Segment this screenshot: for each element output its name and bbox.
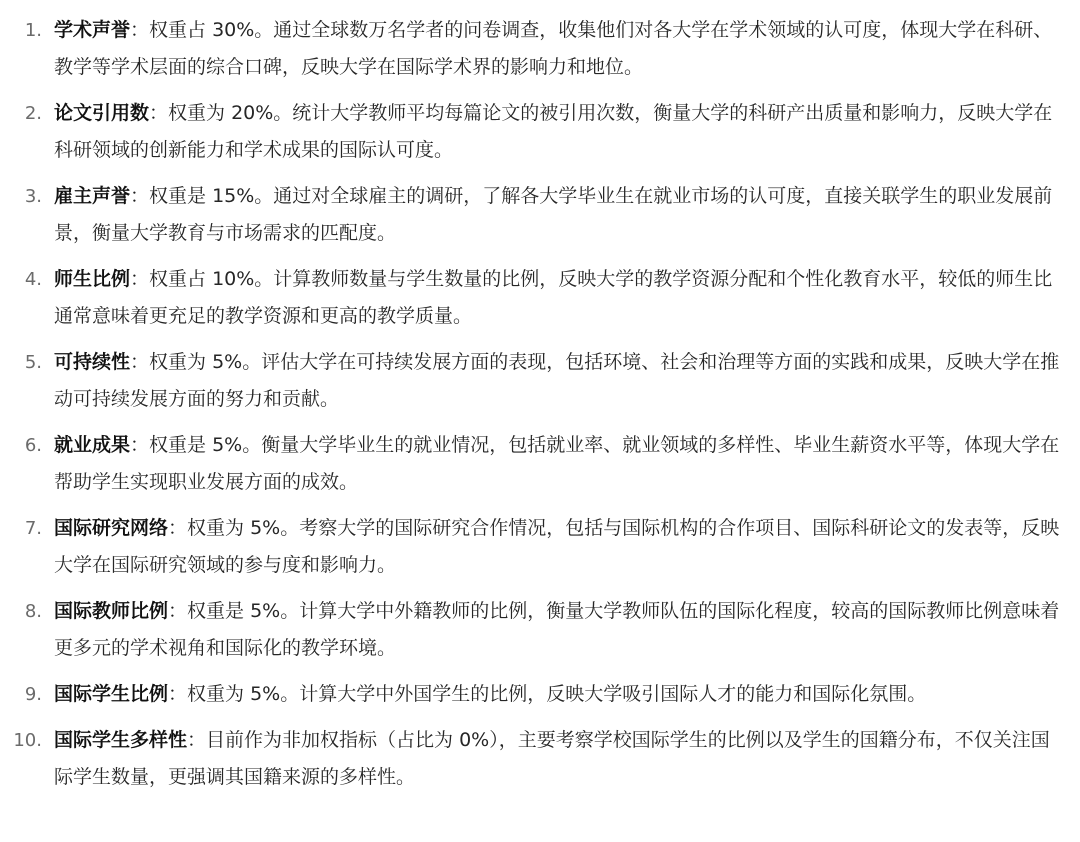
list-item	[0, 676, 1068, 713]
list-item	[0, 722, 1068, 796]
item-number: 1.	[24, 20, 42, 41]
criterion-term: 国际学生比例	[54, 683, 169, 705]
term-separator: ：	[168, 600, 188, 622]
item-number: 2.	[24, 103, 42, 124]
criterion-term: 学术声誉	[54, 19, 131, 41]
criterion-description: 权重是 15%。通过对全球雇主的调研，了解各大学毕业生在就业市场的认可度，直接关联学生的职业发展前景，衡量大学教育与市场需求的匹配度。	[54, 185, 1053, 244]
criterion-term: 师生比例	[54, 268, 131, 290]
item-number: 9.	[24, 684, 42, 705]
list-item	[0, 593, 1068, 667]
item-number: 7.	[24, 518, 42, 539]
term-separator: ：	[130, 351, 150, 373]
criterion-description: 权重为 5%。考察大学的国际研究合作情况，包括与国际机构的合作项目、国际科研论文的发表等，反映大学在国际研究领域的参与度和影响力。	[54, 517, 1060, 576]
list-item	[0, 344, 1068, 418]
term-separator: ：	[130, 268, 150, 290]
criterion-term: 就业成果	[54, 434, 131, 456]
item-number: 5.	[24, 352, 42, 373]
list-item	[0, 427, 1068, 501]
term-separator: ：	[187, 729, 207, 751]
list-item	[0, 178, 1068, 252]
item-number: 4.	[24, 269, 42, 290]
criterion-description: 权重占 30%。通过全球数万名学者的问卷调查，收集他们对各大学在学术领域的认可度，体现大学在科研、教学等学术层面的综合口碑，反映大学在国际学术界的影响力和地位。	[54, 19, 1053, 78]
term-separator: ：	[130, 19, 150, 41]
criterion-description: 权重为 5%。计算大学中外国学生的比例，反映大学吸引国际人才的能力和国际化氛围。	[187, 683, 927, 705]
criterion-description: 目前作为非加权指标（占比为 0%），主要考察学校国际学生的比例以及学生的国籍分布，不仅关注国际学生数量，更强调其国籍来源的多样性。	[54, 729, 1050, 788]
term-separator: ：	[168, 517, 188, 539]
ranking-criteria-list	[0, 12, 1068, 796]
criterion-term: 国际教师比例	[54, 600, 169, 622]
item-number: 8.	[24, 601, 42, 622]
item-number: 3.	[24, 186, 42, 207]
criterion-description: 权重是 5%。衡量大学毕业生的就业情况，包括就业率、就业领域的多样性、毕业生薪资水平等，体现大学在帮助学生实现职业发展方面的成效。	[54, 434, 1060, 493]
list-item	[0, 510, 1068, 584]
list-item	[0, 261, 1068, 335]
criterion-term: 雇主声誉	[54, 185, 131, 207]
list-item	[0, 12, 1068, 86]
criterion-description: 权重占 10%。计算教师数量与学生数量的比例，反映大学的教学资源分配和个性化教育水平，较低的师生比通常意味着更充足的教学资源和更高的教学质量。	[54, 268, 1053, 327]
criterion-description: 权重是 5%。计算大学中外籍教师的比例，衡量大学教师队伍的国际化程度，较高的国际教师比例意味着更多元的学术视角和国际化的教学环境。	[54, 600, 1060, 659]
term-separator: ：	[130, 185, 150, 207]
criterion-description: 权重为 5%。评估大学在可持续发展方面的表现，包括环境、社会和治理等方面的实践和成果，反映大学在推动可持续发展方面的努力和贡献。	[54, 351, 1060, 410]
item-number: 6.	[24, 435, 42, 456]
term-separator: ：	[149, 102, 169, 124]
item-number: 10.	[13, 730, 42, 751]
criterion-description: 权重为 20%。统计大学教师平均每篇论文的被引用次数，衡量大学的科研产出质量和影响力，反映大学在科研领域的创新能力和学术成果的国际认可度。	[54, 102, 1053, 161]
criterion-term: 国际研究网络	[54, 517, 169, 539]
criterion-term: 可持续性	[54, 351, 131, 373]
term-separator: ：	[168, 683, 188, 705]
term-separator: ：	[130, 434, 150, 456]
list-item	[0, 95, 1068, 169]
criterion-term: 国际学生多样性	[54, 729, 188, 751]
criterion-term: 论文引用数	[54, 102, 150, 124]
